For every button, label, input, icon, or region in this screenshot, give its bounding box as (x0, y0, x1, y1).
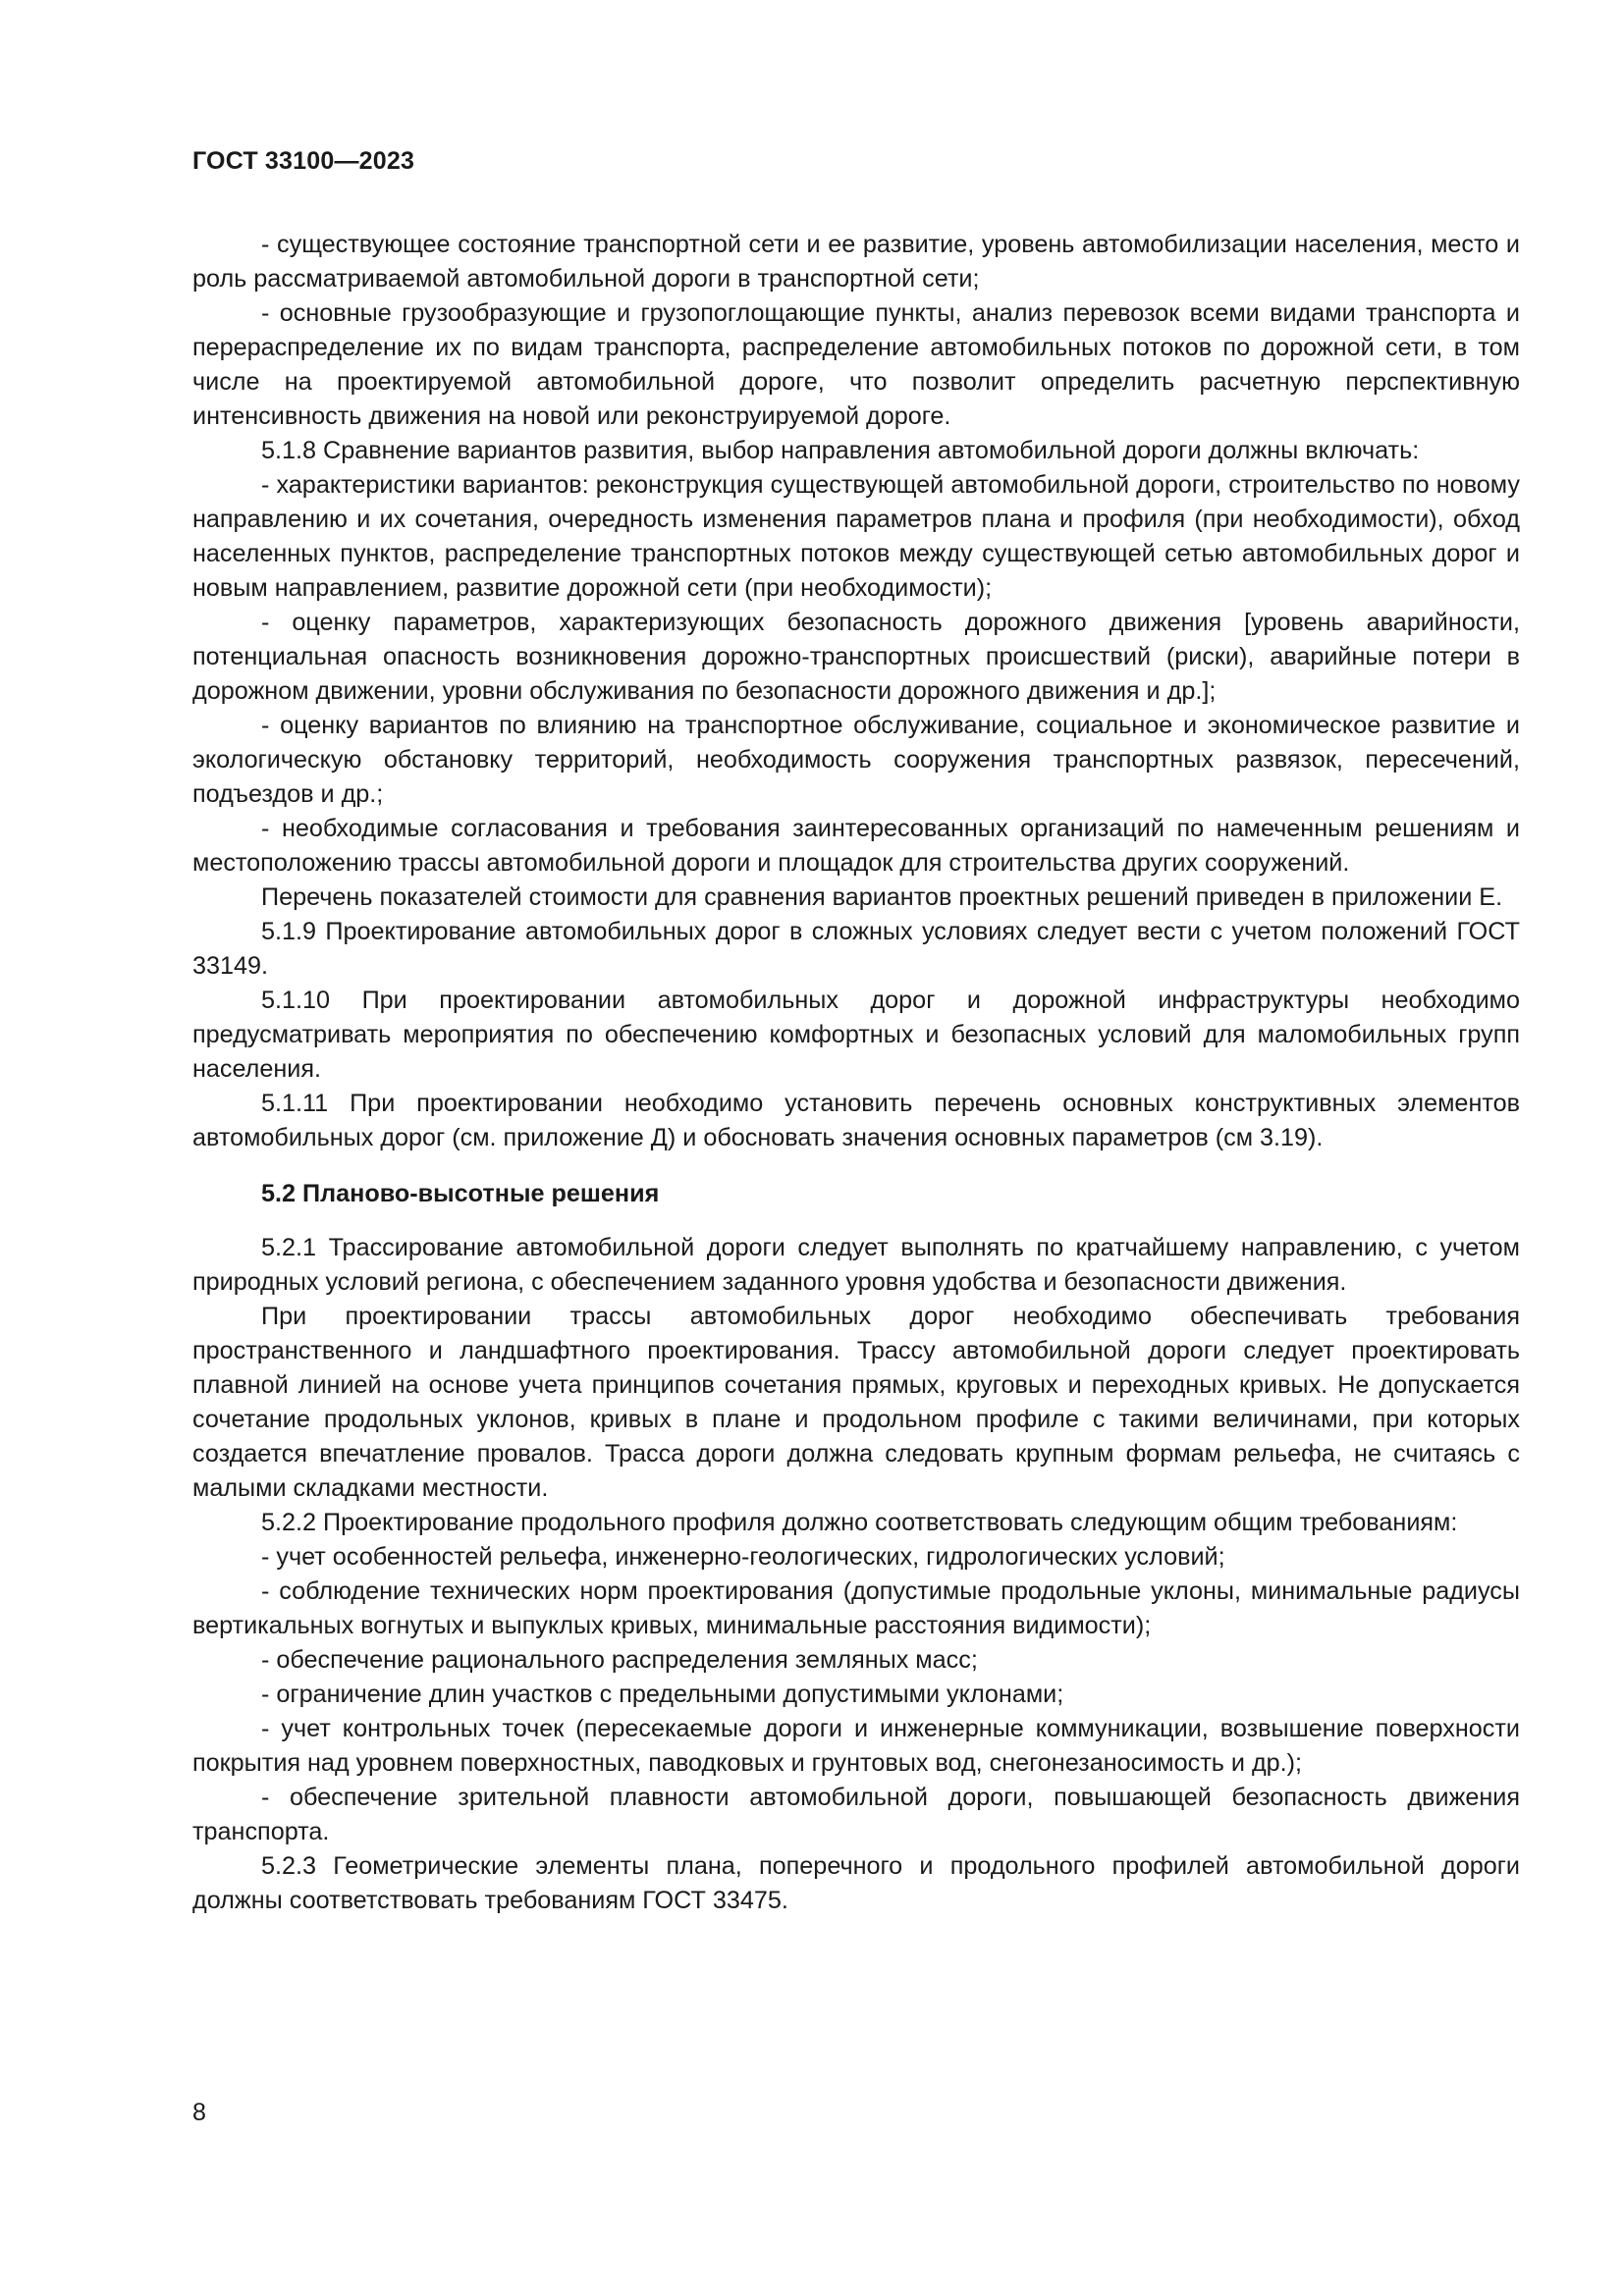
paragraph: - обеспечение рационального распределения земляных масс; (261, 1646, 978, 1674)
section-heading: 5.2 Планово-высотные решения (261, 1180, 660, 1207)
paragraph: - учет контрольных точек (пересекаемые дороги и инженерные коммуникации, возвышение поверхности покрытия над уровнем поверхностных, паводковых и грунтовых вод, снегонезаносимость и др.); (192, 1715, 1520, 1777)
paragraph: 5.1.10 При проектировании автомобильных дорог и дорожной инфраструктуры необходимо предусматривать мероприятия по обеспечению комфортных и безопасных условий для маломобильных групп населения. (192, 987, 1520, 1083)
paragraph: - основные грузообразующие и грузопоглощающие пункты, анализ перевозок всеми видами транспорта и перераспределение их по видам транспорта, распределение автомобильных потоков по дорожной сети, в том числе на проектируемой автомобильной дороге, что позволит определить расчетную перспективную интенсивность движения на новой или реконструируемой дороге. (192, 299, 1520, 430)
paragraph: - характеристики вариантов: реконструкция существующей автомобильной дороги, строительство по новому направлению и их сочетания, очередность изменения параметров плана и профиля (при необходимости), обход населенных пунктов, распределение транспортных потоков между существующей сетью автомобильных дорог и новым направлением, развитие дорожной сети (при необходимости); (192, 471, 1520, 602)
paragraph: 5.2.2 Проектирование продольного профиля должно соответствовать следующим общим требованиям: (261, 1509, 1458, 1536)
paragraph: 5.2.1 Трассирование автомобильной дороги следует выполнять по кратчайшему направлению, с учетом природных условий региона, с обеспечением заданного уровня удобства и безопасности движения. (192, 1234, 1520, 1296)
paragraph: - обеспечение зрительной плавности автомобильной дороги, повышающей безопасность движения транспорта. (192, 1784, 1520, 1845)
document-body (192, 228, 1520, 1918)
paragraph: - существующее состояние транспортной сети и ее развитие, уровень автомобилизации населения, место и роль рассматриваемой автомобильной дороги в транспортной сети; (192, 231, 1520, 293)
paragraph: 5.1.8 Сравнение вариантов развития, выбор направления автомобильной дороги должны включать: (261, 437, 1420, 464)
page-number: 8 (192, 2099, 206, 2126)
paragraph: 5.2.3 Геометрические элементы плана, поперечного и продольного профилей автомобильной дороги должны соответствовать требованиям ГОСТ 33475. (192, 1852, 1520, 1914)
paragraph: - необходимые согласования и требования заинтересованных организаций по намеченным решениям и местоположению трассы автомобильной дороги и площадок для строительства других сооружений. (192, 815, 1520, 877)
document-header: ГОСТ 33100—2023 (192, 147, 415, 175)
paragraph: 5.1.11 При проектировании необходимо установить перечень основных конструктивных элементов автомобильных дорог (см. приложение Д) и обосновать значения основных параметров (см 3.19). (192, 1090, 1520, 1151)
paragraph: Перечень показателей стоимости для сравнения вариантов проектных решений приведен в приложении Е. (261, 883, 1503, 911)
paragraph: - соблюдение технических норм проектирования (допустимые продольные уклоны, минимальные радиусы вертикальных вогнутых и выпуклых кривых, минимальные расстояния видимости); (192, 1577, 1520, 1639)
paragraph: - ограничение длин участков с предельными допустимыми уклонами; (261, 1681, 1064, 1708)
paragraph: 5.1.9 Проектирование автомобильных дорог в сложных условиях следует вести с учетом положений ГОСТ 33149. (192, 918, 1520, 980)
paragraph: При проектировании трассы автомобильных дорог необходимо обеспечивать требования пространственного и ландшафтного проектирования. Трассу автомобильной дороги следует проектировать плавной линией на основе учета принципов сочетания прямых, круговых и переходных кривых. Не допускается сочетание продольных уклонов, кривых в плане и продольном профиле с такими величинами, при которых создается впечатление провалов. Трасса дороги должна следовать крупным формам рельефа, не считаясь с малыми складками местности. (192, 1303, 1520, 1502)
paragraph: - оценку вариантов по влиянию на транспортное обслуживание, социальное и экономическое развитие и экологическую обстановку территорий, необходимость сооружения транспортных развязок, пересечений, подъездов и др.; (192, 712, 1520, 808)
paragraph: - оценку параметров, характеризующих безопасность дорожного движения [уровень аварийности, потенциальная опасность возникновения дорожно-транспортных происшествий (риски), аварийные потери в дорожном движении, уровни обслуживания по безопасности дорожного движения и др.]; (192, 609, 1520, 705)
paragraph: - учет особенностей рельефа, инженерно-геологических, гидрологических условий; (261, 1543, 1225, 1571)
